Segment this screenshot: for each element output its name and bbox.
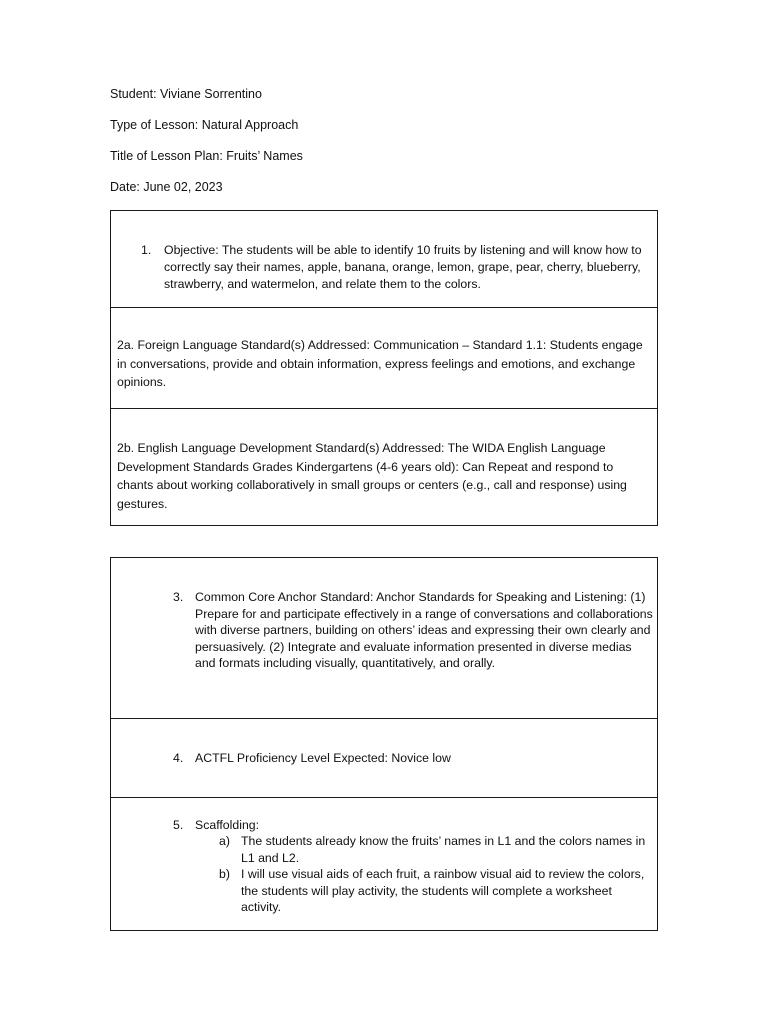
scaffolding-item-letter: b) — [219, 867, 230, 881]
scaffolding-cell — [111, 798, 657, 930]
lesson-date: Date: June 02, 2023 — [110, 180, 223, 194]
lesson-details-table — [110, 557, 658, 931]
objective-number: 1. — [141, 243, 152, 257]
scaffolding-number: 5. — [173, 818, 184, 832]
actfl-number: 4. — [173, 751, 184, 765]
scaffolding-heading: Scaffolding: — [195, 818, 260, 832]
objective-text: Objective: The students will be able to identify 10 fruits by listening and will know how to correctly say their names, apple, banana, orange, lemon, grape, pear, cherry, blueberry, strawberry, and watermelon, and relate them to the colors. — [164, 243, 642, 291]
common-core-cell — [111, 558, 657, 719]
common-core-number: 3. — [173, 590, 184, 604]
actfl-cell — [111, 719, 657, 798]
student-name: Student: Viviane Sorrentino — [110, 87, 262, 101]
scaffolding-item-text: The students already know the fruits’ names in L1 and the colors names in L1 and L2. — [241, 834, 646, 865]
actfl-text: ACTFL Proficiency Level Expected: Novice low — [195, 751, 451, 765]
scaffolding-item-letter: a) — [219, 834, 230, 848]
objective-cell — [111, 211, 657, 308]
foreign-language-standard-cell — [111, 308, 657, 409]
foreign-language-standard-text: 2a. Foreign Language Standard(s) Addressed: Communication – Standard 1.1: Students engage in conversations, provide and obtain information, express feelings and emotions, and exchange opinions. — [117, 338, 643, 389]
lesson-plan-title: Title of Lesson Plan: Fruits’ Names — [110, 149, 303, 163]
standards-table — [110, 210, 658, 526]
eld-standard-text: 2b. English Language Development Standard(s) Addressed: The WIDA English Language Development Standards Grades Kindergartens (4-6 years old): Can Repeat and respond to chants about working collaboratively in small groups or centers (e.g., call and response) using gestures. — [117, 441, 627, 511]
common-core-text: Common Core Anchor Standard: Anchor Standards for Speaking and Listening: (1) Prepare for and participate effectively in a range of conversations and collaborations with diverse partners, building on others’ ideas and expressing their own clearly and persuasively. (2) Integrate and evaluate information presented in diverse medias and formats including visually, quantitatively, and orally. — [195, 590, 653, 670]
lesson-type: Type of Lesson: Natural Approach — [110, 118, 299, 132]
scaffolding-item-text: I will use visual aids of each fruit, a rainbow visual aid to review the colors, the students will play activity, the students will complete a worksheet activity. — [241, 867, 645, 914]
eld-standard-cell — [111, 409, 657, 525]
